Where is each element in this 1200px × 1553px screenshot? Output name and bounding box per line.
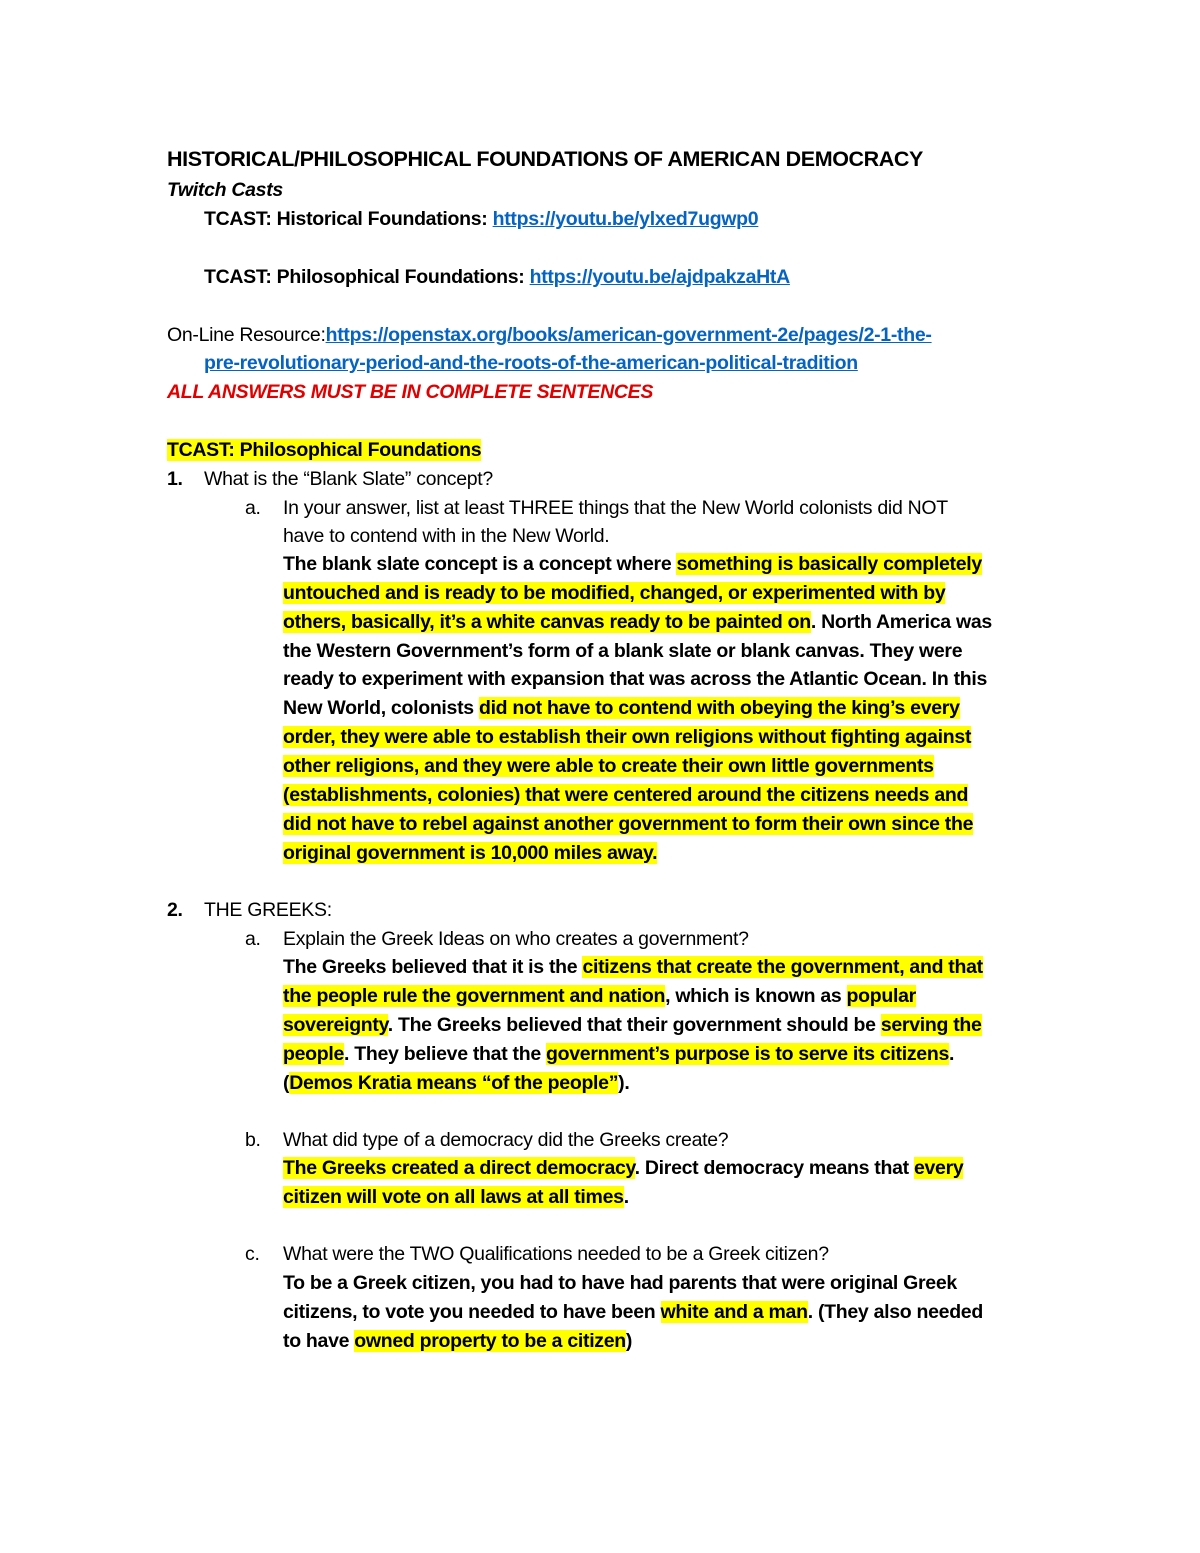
q2c-answer-line3 (283, 1327, 632, 1356)
q2a-answer-line4 (283, 1040, 954, 1069)
q2c-answer-line2 (283, 1298, 983, 1327)
q1-answer-line9 (283, 781, 968, 810)
q2c-answer-line1: To be a Greek citizen, you had to have had parents that were original Greek (283, 1272, 957, 1294)
resource-line-2 (204, 349, 858, 378)
q1-answer-line5: ready to experiment with expansion that was across the Atlantic Ocean. In this (283, 668, 988, 690)
answer-text: ). (618, 1072, 630, 1094)
resource-line (167, 321, 932, 350)
section-heading-line (167, 436, 481, 465)
answer-text: The Greeks believed that it is the (283, 956, 583, 978)
answer-text: The blank slate concept is a concept where (283, 553, 677, 575)
q1-answer-line10 (283, 810, 973, 839)
answer-text: New World, colonists (283, 697, 479, 719)
answer-highlight: sovereignty (283, 1014, 388, 1036)
q2a-question: Explain the Greek Ideas on who creates a government? (283, 928, 749, 950)
tcast1-label: TCAST: Historical Foundations: (204, 208, 493, 230)
q2-number: 2. (167, 899, 183, 921)
answer-highlight: order, they were able to establish their own religions without fighting against (283, 726, 972, 748)
answer-highlight: the people rule the government and nation (283, 985, 666, 1007)
answer-text: . Direct democracy means that (634, 1157, 914, 1179)
answer-highlight: serving the (880, 1014, 982, 1036)
q1-answer-line2 (283, 579, 945, 608)
q1-number: 1. (167, 468, 183, 490)
q2b-answer-line1 (283, 1154, 963, 1183)
q1-answer-line6 (283, 694, 960, 723)
answer-text: . (623, 1186, 629, 1208)
q2b-letter: b. (245, 1129, 261, 1151)
answer-highlight: Demos Kratia means “of the people” (289, 1072, 619, 1094)
document-title: HISTORICAL/PHILOSOPHICAL FOUNDATIONS OF AMERICAN DEMOCRACY (167, 147, 923, 171)
resource-link-continued[interactable]: pre-revolutionary-period-and-the-roots-of-the-american-political-tradition (204, 352, 858, 374)
answer-highlight: others, basically, it’s a white canvas ready to be painted on (283, 611, 811, 633)
answer-highlight: did not have to rebel against another government to form their own since the (283, 813, 974, 835)
q2-heading: THE GREEKS: (204, 899, 332, 921)
q2a-answer-line2 (283, 982, 916, 1011)
answer-text: . (They also needed (807, 1301, 983, 1323)
answer-text: ) (625, 1330, 633, 1352)
resource-link[interactable]: https://openstax.org/books/american-government-2e/pages/2-1-the- (325, 324, 932, 346)
answer-highlight: popular (846, 985, 916, 1007)
q2a-letter: a. (245, 928, 261, 950)
q1-answer-line7 (283, 723, 971, 752)
tcast1-link[interactable]: https://youtu.be/ylxed7ugwp0 (492, 208, 759, 230)
q2b-answer-line2 (283, 1183, 629, 1212)
complete-sentences-notice: ALL ANSWERS MUST BE IN COMPLETE SENTENCES (167, 381, 654, 403)
answer-highlight: owned property to be a citizen (354, 1330, 626, 1352)
answer-highlight: The Greeks created a direct democracy (283, 1157, 635, 1179)
q1-answer-line8 (283, 752, 934, 781)
answer-text: . They believe that the (344, 1043, 546, 1065)
answer-text: . (949, 1043, 955, 1065)
answer-highlight: citizen will vote on all laws at all times (283, 1186, 624, 1208)
q2a-answer-line5 (283, 1069, 629, 1098)
answer-highlight: original government is 10,000 miles away. (283, 842, 658, 864)
answer-text: , which is known as (665, 985, 847, 1007)
answer-highlight: something is basically completely (676, 553, 982, 575)
tcast1-line (204, 205, 758, 234)
answer-highlight: people (283, 1043, 345, 1065)
answer-text: . North America was (810, 611, 992, 633)
answer-highlight: citizens that create the government, and that (582, 956, 983, 978)
q2b-question: What did type of a democracy did the Greeks create? (283, 1129, 729, 1151)
q1a-question-line1: In your answer, list at least THREE things that the New World colonists did NOT (283, 497, 948, 519)
tcast2-link[interactable]: https://youtu.be/ajdpakzaHtA (529, 266, 790, 288)
answer-text: to have (283, 1330, 355, 1352)
answer-text: . The Greeks believed that their government should be (387, 1014, 881, 1036)
answer-highlight: other religions, and they were able to create their own little governments (283, 755, 934, 777)
q1a-question-line2: have to contend with in the New World. (283, 525, 610, 547)
answer-highlight: untouched and is ready to be modified, changed, or experimented with by (283, 582, 946, 604)
q1-answer-line4: the Western Government’s form of a blank slate or blank canvas. They were (283, 640, 963, 662)
q1a-letter: a. (245, 497, 261, 519)
q2c-question: What were the TWO Qualifications needed to be a Greek citizen? (283, 1243, 829, 1265)
answer-highlight: every (913, 1157, 964, 1179)
answer-text: ( (283, 1072, 290, 1094)
section-heading: TCAST: Philosophical Foundations (167, 439, 482, 461)
answer-highlight: (establishments, colonies) that were centered around the citizens needs and (283, 784, 969, 806)
q1-answer-line11 (283, 839, 657, 868)
answer-text: citizens, to vote you needed to have been (283, 1301, 661, 1323)
q1-question: What is the “Blank Slate” concept? (204, 468, 493, 490)
q1-answer-line3 (283, 608, 992, 637)
q2a-answer-line1 (283, 953, 983, 982)
q2a-answer-line3 (283, 1011, 982, 1040)
resource-label: On-Line Resource: (167, 324, 326, 346)
tcast2-line (204, 263, 790, 292)
answer-highlight: did not have to contend with obeying the king’s every (478, 697, 960, 719)
answer-highlight: government’s purpose is to serve its citizens (546, 1043, 949, 1065)
answer-highlight: white and a man (660, 1301, 808, 1323)
q2c-letter: c. (245, 1243, 260, 1265)
q1-answer-line1 (283, 550, 982, 579)
subtitle: Twitch Casts (167, 179, 283, 201)
tcast2-label: TCAST: Philosophical Foundations: (204, 266, 530, 288)
